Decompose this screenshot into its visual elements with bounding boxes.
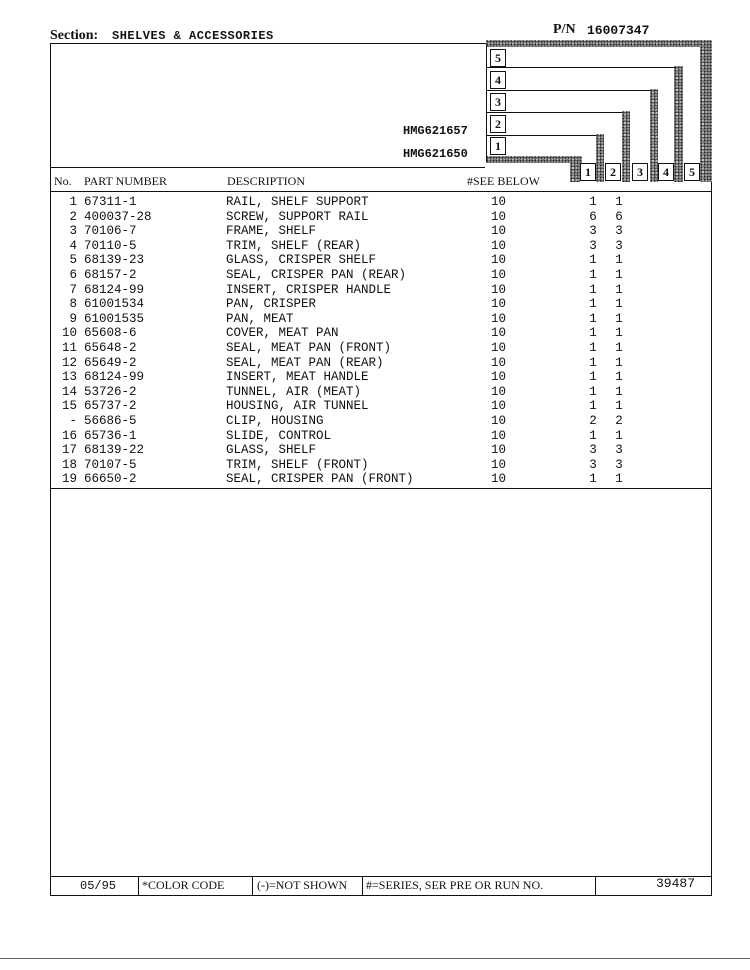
row-see-below: 10 bbox=[491, 224, 507, 239]
row-qty-series-1: 1 bbox=[589, 355, 597, 370]
row-description: FRAME, SHELF bbox=[226, 224, 317, 239]
row-description: TRIM, SHELF (REAR) bbox=[226, 238, 362, 253]
row-number: 16 bbox=[61, 428, 77, 443]
row-qty-series-2: 1 bbox=[615, 297, 623, 312]
row-number: 3 bbox=[69, 224, 77, 239]
table-row bbox=[50, 356, 715, 371]
row-see-below: 10 bbox=[491, 209, 507, 224]
table-row bbox=[50, 399, 715, 414]
row-qty-series-2: 1 bbox=[615, 370, 623, 385]
row-see-below: 10 bbox=[491, 443, 507, 458]
row-see-below: 10 bbox=[491, 297, 507, 312]
row-description: CLIP, HOUSING bbox=[226, 414, 324, 428]
footer-color-code: *COLOR CODE bbox=[142, 878, 225, 892]
row-part-number: 68139-23 bbox=[84, 253, 145, 268]
part-number-value: 16007347 bbox=[587, 23, 650, 38]
row-description: COVER, MEAT PAN bbox=[226, 326, 339, 341]
row-part-number: 70107-5 bbox=[84, 457, 137, 472]
row-see-below: 10 bbox=[491, 282, 507, 297]
row-number: 2 bbox=[69, 209, 77, 224]
row-part-number: 61001534 bbox=[84, 297, 145, 312]
row-see-below: 10 bbox=[491, 472, 507, 487]
row-qty-series-2: 3 bbox=[615, 238, 623, 253]
row-qty-series-2: 1 bbox=[615, 384, 623, 399]
row-see-below: 10 bbox=[491, 355, 507, 370]
row-description: SLIDE, CONTROL bbox=[226, 428, 332, 443]
table-row bbox=[50, 370, 715, 385]
footer-series-note: #=SERIES, SER PRE OR RUN NO. bbox=[366, 878, 544, 892]
row-qty-series-2: 2 bbox=[615, 414, 623, 428]
column-part-number: PART NUMBER bbox=[84, 174, 167, 188]
section-label: Section: bbox=[50, 28, 99, 43]
row-see-below: 10 bbox=[491, 341, 507, 355]
model-number-2: HMG621657 bbox=[403, 124, 468, 138]
row-description: SEAL, CRISPER PAN (REAR) bbox=[226, 268, 407, 282]
row-qty-series-1: 1 bbox=[589, 472, 597, 487]
row-number: 19 bbox=[61, 472, 77, 487]
footer-document-number: 39487 bbox=[656, 876, 696, 891]
row-number: 7 bbox=[69, 282, 77, 297]
row-description: PAN, MEAT bbox=[226, 311, 294, 326]
row-qty-series-1: 1 bbox=[589, 399, 597, 414]
table-row bbox=[50, 224, 715, 239]
column-series-3: 3 bbox=[632, 163, 648, 181]
row-see-below: 10 bbox=[491, 195, 507, 209]
row-see-below: 10 bbox=[491, 326, 507, 341]
row-qty-series-2: 1 bbox=[615, 253, 623, 268]
row-description: HOUSING, AIR TUNNEL bbox=[226, 399, 369, 414]
row-number: 12 bbox=[61, 355, 77, 370]
row-description: SCREW, SUPPORT RAIL bbox=[226, 209, 369, 224]
row-see-below: 10 bbox=[491, 384, 507, 399]
row-part-number: 68157-2 bbox=[84, 268, 137, 282]
row-description: INSERT, MEAT HANDLE bbox=[226, 370, 369, 385]
row-qty-series-2: 3 bbox=[615, 224, 623, 239]
table-end-rule bbox=[50, 488, 712, 489]
series-box-2: 2 bbox=[490, 115, 506, 133]
row-qty-series-1: 6 bbox=[589, 209, 597, 224]
row-qty-series-2: 3 bbox=[615, 443, 623, 458]
row-see-below: 10 bbox=[491, 457, 507, 472]
row-part-number: 68124-99 bbox=[84, 370, 145, 385]
table-row bbox=[50, 283, 715, 298]
row-part-number: 70110-5 bbox=[84, 238, 137, 253]
row-qty-series-1: 3 bbox=[589, 457, 597, 472]
table-row bbox=[50, 326, 715, 341]
row-description: TUNNEL, AIR (MEAT) bbox=[226, 384, 362, 399]
row-part-number: 67311-1 bbox=[84, 195, 137, 209]
row-qty-series-2: 1 bbox=[615, 268, 623, 282]
table-row bbox=[50, 268, 715, 283]
row-qty-series-2: 1 bbox=[615, 195, 623, 209]
table-row bbox=[50, 210, 715, 225]
row-qty-series-1: 1 bbox=[589, 370, 597, 385]
row-qty-series-1: 1 bbox=[589, 297, 597, 312]
row-part-number: 65648-2 bbox=[84, 341, 137, 355]
row-number: 14 bbox=[61, 384, 77, 399]
row-qty-series-1: 1 bbox=[589, 253, 597, 268]
row-number: 18 bbox=[61, 457, 77, 472]
row-qty-series-2: 1 bbox=[615, 428, 623, 443]
series-box-5: 5 bbox=[490, 49, 506, 67]
table-row bbox=[50, 195, 715, 210]
row-part-number: 61001535 bbox=[84, 311, 145, 326]
row-qty-series-1: 3 bbox=[589, 224, 597, 239]
row-see-below: 10 bbox=[491, 253, 507, 268]
column-see-below: #SEE BELOW bbox=[467, 174, 540, 188]
row-qty-series-1: 1 bbox=[589, 311, 597, 326]
row-qty-series-2: 1 bbox=[615, 399, 623, 414]
row-qty-series-2: 3 bbox=[615, 457, 623, 472]
row-number: 15 bbox=[61, 399, 77, 414]
row-see-below: 10 bbox=[491, 311, 507, 326]
row-qty-series-1: 1 bbox=[589, 268, 597, 282]
row-number: 10 bbox=[61, 326, 77, 341]
row-qty-series-1: 1 bbox=[589, 195, 597, 209]
model-number-1: HMG621650 bbox=[403, 147, 468, 161]
row-description: GLASS, SHELF bbox=[226, 443, 317, 458]
series-box-3: 3 bbox=[490, 93, 506, 111]
row-description: SEAL, MEAT PAN (FRONT) bbox=[226, 341, 392, 355]
series-box-4: 4 bbox=[490, 71, 506, 89]
column-no: No. bbox=[54, 174, 72, 188]
row-qty-series-1: 1 bbox=[589, 341, 597, 355]
row-see-below: 10 bbox=[491, 238, 507, 253]
section-title: SHELVES & ACCESSORIES bbox=[112, 29, 274, 43]
footer-date: 05/95 bbox=[80, 879, 117, 893]
row-see-below: 10 bbox=[491, 399, 507, 414]
table-row bbox=[50, 239, 715, 254]
row-number: 1 bbox=[69, 195, 77, 209]
column-description: DESCRIPTION bbox=[227, 174, 306, 188]
row-part-number: 56686-5 bbox=[84, 414, 137, 428]
row-number: 6 bbox=[69, 268, 77, 282]
row-part-number: 68139-22 bbox=[84, 443, 145, 458]
row-qty-series-2: 1 bbox=[615, 341, 623, 355]
row-qty-series-2: 1 bbox=[615, 472, 623, 487]
row-description: RAIL, SHELF SUPPORT bbox=[226, 195, 369, 209]
row-part-number: 65736-1 bbox=[84, 428, 137, 443]
row-description: GLASS, CRISPER SHELF bbox=[226, 253, 377, 268]
row-qty-series-1: 2 bbox=[589, 414, 597, 428]
row-qty-series-1: 1 bbox=[589, 282, 597, 297]
table-row bbox=[50, 297, 715, 312]
row-number: 17 bbox=[61, 443, 77, 458]
row-description: TRIM, SHELF (FRONT) bbox=[226, 457, 369, 472]
row-see-below: 10 bbox=[491, 268, 507, 282]
table-row bbox=[50, 385, 715, 400]
table-row bbox=[50, 443, 715, 458]
row-qty-series-2: 1 bbox=[615, 311, 623, 326]
row-description: SEAL, MEAT PAN (REAR) bbox=[226, 355, 384, 370]
row-number: 4 bbox=[69, 238, 77, 253]
row-part-number: 65649-2 bbox=[84, 355, 137, 370]
row-qty-series-1: 1 bbox=[589, 428, 597, 443]
row-description: PAN, CRISPER bbox=[226, 297, 317, 312]
row-qty-series-2: 6 bbox=[615, 209, 623, 224]
column-series-4: 4 bbox=[658, 163, 674, 181]
row-number: 11 bbox=[61, 341, 77, 355]
column-series-2: 2 bbox=[605, 163, 621, 181]
footer-not-shown: (-)=NOT SHOWN bbox=[257, 878, 348, 892]
table-row bbox=[50, 341, 715, 356]
row-qty-series-2: 1 bbox=[615, 355, 623, 370]
row-part-number: 66650-2 bbox=[84, 472, 137, 487]
row-description: SEAL, CRISPER PAN (FRONT) bbox=[226, 472, 414, 487]
row-part-number: 65737-2 bbox=[84, 399, 137, 414]
row-part-number: 65608-6 bbox=[84, 326, 137, 341]
row-part-number: 68124-99 bbox=[84, 282, 145, 297]
part-number-label: P/N bbox=[553, 22, 576, 37]
row-number: 9 bbox=[69, 311, 77, 326]
row-qty-series-1: 1 bbox=[589, 384, 597, 399]
column-series-1: 1 bbox=[580, 163, 596, 181]
row-qty-series-1: 3 bbox=[589, 443, 597, 458]
row-see-below: 10 bbox=[491, 370, 507, 385]
row-qty-series-1: 3 bbox=[589, 238, 597, 253]
row-part-number: 70106-7 bbox=[84, 224, 137, 239]
row-qty-series-1: 1 bbox=[589, 326, 597, 341]
row-part-number: 53726-2 bbox=[84, 384, 137, 399]
table-row bbox=[50, 253, 715, 268]
column-series-5: 5 bbox=[684, 163, 700, 181]
table-row bbox=[50, 312, 715, 327]
row-description: INSERT, CRISPER HANDLE bbox=[226, 282, 392, 297]
row-qty-series-2: 1 bbox=[615, 282, 623, 297]
row-see-below: 10 bbox=[491, 414, 507, 428]
table-row bbox=[50, 414, 715, 429]
row-number: - bbox=[69, 414, 77, 428]
table-row bbox=[50, 472, 715, 487]
row-number: 8 bbox=[69, 297, 77, 312]
row-number: 13 bbox=[61, 370, 77, 385]
row-number: 5 bbox=[69, 253, 77, 268]
table-row bbox=[50, 429, 715, 444]
row-see-below: 10 bbox=[491, 428, 507, 443]
row-part-number: 400037-28 bbox=[84, 209, 152, 224]
row-qty-series-2: 1 bbox=[615, 326, 623, 341]
series-box-1: 1 bbox=[490, 137, 506, 155]
table-row bbox=[50, 458, 715, 473]
